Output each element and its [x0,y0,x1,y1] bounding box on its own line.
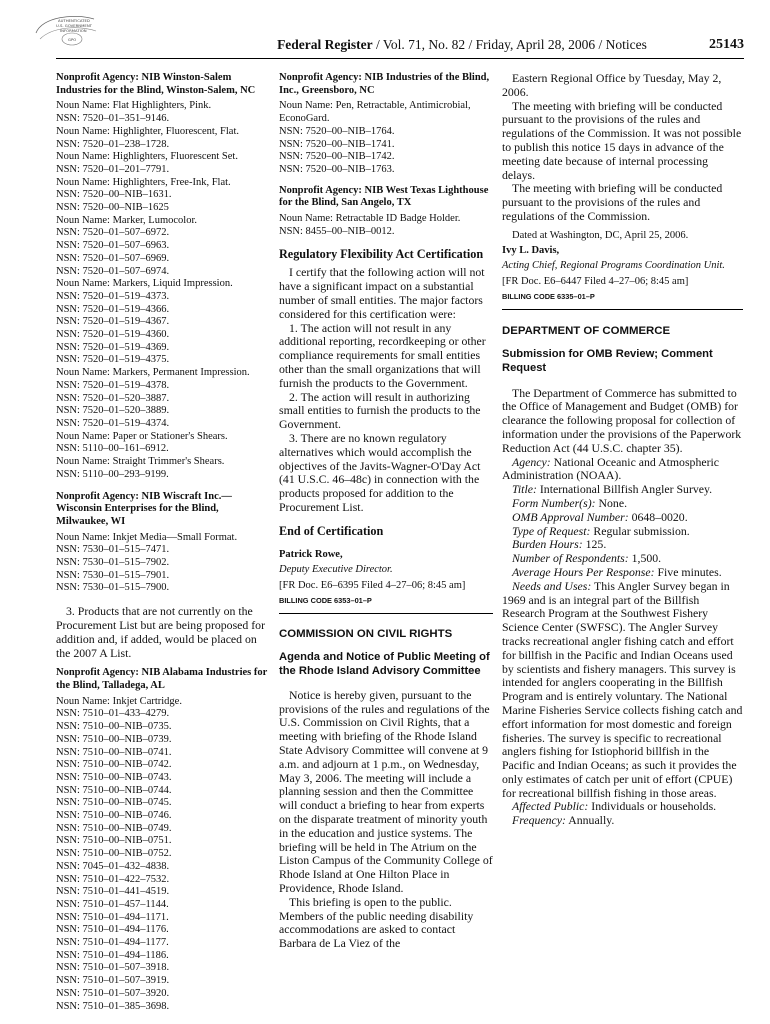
nsn-line: NSN: 7520–01–519–4369. [56,341,170,353]
nsn-line: NSN: 7510–00–NIB–0745. [56,797,172,809]
field-label: Needs and Uses: [512,578,592,593]
nsn-line: NSN: 7510–01–494–1177. [56,937,169,949]
fr-doc-line: [FR Doc. E6–6447 Filed 4–27–06; 8:45 am] [502,275,689,287]
paragraph: Eastern Regional Office by Tuesday, May 2, 2006. [502,71,722,99]
seal-text: INFORMATION [60,28,87,33]
agency-name: COMMISSION ON CIVIL RIGHTS [279,627,453,640]
signer-name: Ivy L. Davis, [502,245,560,257]
nsn-line: NSN: 7520–01–507–6969. [56,252,170,264]
information-collection-fields [502,456,743,829]
nsn-line: NSN: 7520–01–520–3887. [56,392,170,404]
nsn-line: NSN: 7510–01–441–4519. [56,886,170,898]
nsn-line: NSN: 7520–01–519–4373. [56,290,170,302]
noun-name-continuation: EconoGard. [279,113,330,125]
paragraph: The meeting with briefing will be conducted pursuant to the provisions of the rules and regulations of the Commission. It was not possible to publish this notice 15 days in advance of the meeting date because of internal processing delays. [502,98,742,182]
nsn-line: NSN: 7510–00–NIB–0749. [56,822,172,834]
nsn-line: NSN: 7520–00–NIB–1625 [56,202,169,214]
field-value: None. [595,495,628,510]
noun-name-line: Noun Name: Inkjet Cartridge. [56,695,182,707]
nsn-line: NSN: 7510–00–NIB–0744. [56,784,172,796]
field-label: Title: [512,482,537,497]
field-label: Agency: [512,454,551,469]
field-value: 125. [582,537,607,552]
nsn-line: NSN: 7520–00–NIB–1764. [279,125,395,137]
nsn-line: NSN: 7510–01–507–3918. [56,962,170,974]
nsn-line: NSN: 5110–00–161–6912. [56,443,169,455]
nsn-line: NSN: 7520–00–NIB–1763. [279,163,395,175]
noun-name-line: Noun Name: Paper or Stationer's Shears. [56,430,228,442]
field-row [502,497,743,511]
nsn-line: NSN: 7510–00–NIB–0746. [56,810,172,822]
noun-name-line: Noun Name: Markers, Liquid Impression. [56,278,233,290]
nsn-line: NSN: 7510–01–494–1176. [56,924,169,936]
paragraph: The meeting with briefing will be conducted pursuant to the provisions of the rules and regulations of the Commission. [502,181,723,223]
issue-info: / Vol. 71, No. 82 / Friday, April 28, 2006 / Notices [372,37,647,52]
agency-heading: Nonprofit Agency: NIB Wiscraft Inc.—Wisconsin Enterprises for the Blind, Milwaukee, WI [56,490,232,527]
noun-name-line: Noun Name: Pen, Retractable, Antimicrobial, [279,100,471,112]
product-list [279,213,493,238]
nsn-line: NSN: 7510–00–NIB–0751. [56,835,172,847]
field-value: 0648–0020. [628,509,688,524]
notice-subject: Agenda and Notice of Public Meeting of the Rhode Island Advisory Committee [279,650,490,677]
noun-name-line: Noun Name: Highlighter, Fluorescent, Flat. [56,125,240,137]
seal-text: AUTHENTICATED [58,18,90,23]
nsn-line: NSN: 7530–01–515–7902. [56,557,170,569]
signer-name: Patrick Rowe, [279,548,343,560]
agency-heading: Nonprofit Agency: NIB West Texas Lighthouse for the Blind, San Angelo, TX [279,184,489,209]
nsn-line: NSN: 7510–00–NIB–0741. [56,746,172,758]
field-label: Burden Hours: [512,537,583,552]
nsn-line: NSN: 7520–00–NIB–1631. [56,189,172,201]
field-row [502,538,743,552]
noun-name-line: Noun Name: Highlighters, Fluorescent Set. [56,151,238,163]
gpo-authentication-seal [30,11,104,49]
field-row [502,566,743,580]
field-row [502,456,743,484]
nsn-line: NSN: 7510–01–385–3698. [56,1000,170,1012]
page-number: 25143 [709,37,744,52]
nsn-line: NSN: 7510–01–422–7532. [56,873,170,885]
nsn-line: NSN: 7520–01–519–4374. [56,417,170,429]
nsn-line: NSN: 7520–01–507–6972. [56,227,170,239]
agency-heading: Nonprofit Agency: NIB Winston-Salem Industries for the Blind, Winston-Salem, NC [56,72,256,96]
paragraph: 2. The action will result in authorizing small entities to furnish the products to the Government. [279,389,481,432]
nsn-line: NSN: 7510–01–433–4279. [56,708,170,720]
field-row [502,814,743,828]
nsn-line: NSN: 7520–01–238–1728. [56,138,170,150]
column-2 [279,72,493,951]
header-rule [56,58,744,59]
nsn-line: NSN: 7510–01–507–3920. [56,987,170,999]
nsn-line: NSN: 7520–01–519–4367. [56,316,170,328]
field-label: Affected Public: [512,799,589,814]
running-header [180,37,744,55]
field-row [502,511,743,525]
paragraph: I certify that the following action will not have a significant impact on a substantial number of small entities. The major factors considered for this certification were: [279,265,485,321]
header-citation [180,37,744,53]
nsn-line: NSN: 5110–00–293–9199. [56,468,169,480]
field-value: 1,500. [628,551,662,566]
nsn-line: NSN: 7510–00–NIB–0742. [56,759,172,771]
field-label: OMB Approval Number: [512,509,629,524]
agency-heading: Nonprofit Agency: NIB Industries of the Blind, Inc., Greensboro, NC [279,72,490,96]
field-value: Regular submission. [590,523,690,538]
signer-title: Deputy Executive Director. [279,564,393,576]
field-value: Individuals or households. [588,799,717,814]
field-label: Form Number(s): [512,495,596,510]
nsn-line: NSN: 7520–01–519–4375. [56,354,170,366]
section-divider [279,613,493,614]
paragraph: Notice is hereby given, pursuant to the provisions of the rules and regulations of the U.S. Commission on Civil Rights, that a meeting with briefing of the Rhode Island State Advisory Committee will convene at 9 a.m. and adjourn at 1 p.m., on Wednesday, May 3, 2006. The meeting will include a planning session and then the Committee will conduct a briefing to hear from experts on the disparate treatment of minority youth in the education and justice systems. The briefing will be held in The Atrium on the Liston Campus of the Community College of Rhode Island at One Hilton Place in Providence, Rhode Island. [279,687,493,896]
paragraph: 3. Products that are not currently on the Procurement List but are being proposed for addition and, if added, would be placed on the 2007 A List. [56,604,266,660]
journal-name: Federal Register [277,37,373,52]
field-value: National Oceanic and Atmospheric Administration (NOAA). [502,454,720,483]
field-value: Annually. [565,813,615,828]
nsn-line: NSN: 7520–01–507–6963. [56,240,170,252]
nsn-line: NSN: 7520–01–519–4378. [56,379,170,391]
signer-title: Acting Chief, Regional Programs Coordination Unit. [502,260,725,272]
field-value: International Billfish Angler Survey. [536,482,713,497]
nsn-line: NSN: 7520–01–520–3889. [56,405,170,417]
noun-name-line: Noun Name: Marker, Lumocolor. [56,214,198,226]
field-row [502,483,743,497]
field-label: Frequency: [512,813,566,828]
product-list [56,532,270,596]
certification-text [279,266,493,514]
seal-text: GPO [68,37,77,42]
paragraph: This briefing is open to the public. Members of the public needing disability accommodations are asked to contact Barbara de La Viez of the [279,894,474,951]
field-row [502,525,743,539]
nsn-line: NSN: 7530–01–515–7900. [56,582,170,594]
noun-name-line: Noun Name: Retractable ID Badge Holder. [279,213,461,225]
noun-name-line: Noun Name: Flat Highlighters, Pink. [56,100,212,112]
section-heading: End of Certification [279,523,384,538]
product-list [56,100,270,481]
paragraph: 1. The action will not result in any additional reporting, recordkeeping or other compliance requirements for small entities other than the small organizations that will furnish the products to the Government. [279,320,486,390]
field-value: This Angler Survey began in 1969 and is an integral part of the Billfish Research Program at the Southwest Fishery Science Center (SWFSC). The Angler Survey tracks recreational angler fishing catch and effort for billfish in the Pacific and Indian Oceans used by scientists and fishery managers. This survey is intended for anglers cooperating in the Billfish Program and is entirely voluntary. The National Marine Fisheries Service collects fishing catch and effort information for most domestic and foreign fisheries. The survey is specific to recreational anglers fishing for Istiophorid billfish in the Pacific and Indian Oceans; as such it provides the only estimates of catch per unit of effort (CPUE) for recreational billfish fishing in those areas. [502,578,743,800]
nsn-line: NSN: 7530–01–515–7901. [56,569,170,581]
nsn-line: NSN: 7520–01–519–4366. [56,303,170,315]
noun-name-line: Noun Name: Markers, Permanent Impression. [56,367,250,379]
field-label: Average Hours Per Response: [512,564,655,579]
notice-body [502,72,743,224]
field-row [502,800,743,814]
dated-line: Dated at Washington, DC, April 25, 2006. [512,229,689,241]
nsn-line: NSN: 7510–00–NIB–0743. [56,771,172,783]
paragraph: The Department of Commerce has submitted to the Office of Management and Budget (OMB) for clearance the following proposal for collection of information under the provisions of the Paperwork Reduction Act (44 U.S.C. chapter 35). [502,385,742,455]
noun-name-line: Noun Name: Straight Trimmer's Shears. [56,456,225,468]
nsn-line: NSN: 7520–00–NIB–1742. [279,151,395,163]
column-1 [56,72,270,1013]
nsn-line: NSN: 7520–01–507–6974. [56,265,170,277]
nsn-line: NSN: 7510–00–NIB–0739. [56,733,172,745]
nsn-line: NSN: 8455–00–NIB–0012. [279,225,395,237]
nsn-line: NSN: 7510–01–507–3919. [56,975,170,987]
noun-name-line: Noun Name: Highlighters, Free-Ink, Flat. [56,176,231,188]
nsn-line: NSN: 7520–00–NIB–1741. [279,138,395,150]
field-label: Type of Request: [512,523,591,538]
column-3 [502,72,743,828]
nsn-line: NSN: 7530–01–515–7471. [56,544,170,556]
nsn-line: NSN: 7510–01–494–1171. [56,911,169,923]
nsn-line: NSN: 7045–01–432–4838. [56,860,170,872]
billing-code: BILLING CODE 6335–01–P [502,291,595,301]
noun-name-line: Noun Name: Inkjet Media—Small Format. [56,531,238,543]
agency-name: DEPARTMENT OF COMMERCE [502,324,671,337]
agency-heading: Nonprofit Agency: NIB Alabama Industries for the Blind, Talladega, AL [56,667,268,692]
nsn-line: NSN: 7510–00–NIB–0752. [56,848,172,860]
product-list [56,696,270,1014]
field-row [502,580,743,801]
nsn-line: NSN: 7520–01–519–4360. [56,329,170,341]
billing-code: BILLING CODE 6353–01–P [279,595,372,605]
notice-body [279,689,493,951]
section-heading: Regulatory Flexibility Act Certification [279,247,484,262]
field-row [502,552,743,566]
nsn-line: NSN: 7510–01–494–1186. [56,949,169,961]
field-label: Number of Respondents: [512,551,629,566]
paragraph: 3. There are no known regulatory alternatives which would accomplish the objectives of the Javits-Wagner-O'Day Act (41 U.S.C. 46–48c) in connection with the products proposed for addition to the Procurement List. [279,431,481,514]
fr-doc-line: [FR Doc. E6–6395 Filed 4–27–06; 8:45 am] [279,580,466,592]
section-divider [502,309,743,310]
nsn-line: NSN: 7510–00–NIB–0735. [56,721,172,733]
notice-subject: Submission for OMB Review; Comment Request [502,347,713,374]
nsn-line: NSN: 7520–01–351–9146. [56,113,170,125]
nsn-line: NSN: 7510–01–457–1144. [56,898,169,910]
field-value: Five minutes. [654,564,722,579]
product-list [279,100,493,176]
seal-text: U.S. GOVERNMENT [56,23,92,28]
nsn-line: NSN: 7520–01–201–7791. [56,163,170,175]
